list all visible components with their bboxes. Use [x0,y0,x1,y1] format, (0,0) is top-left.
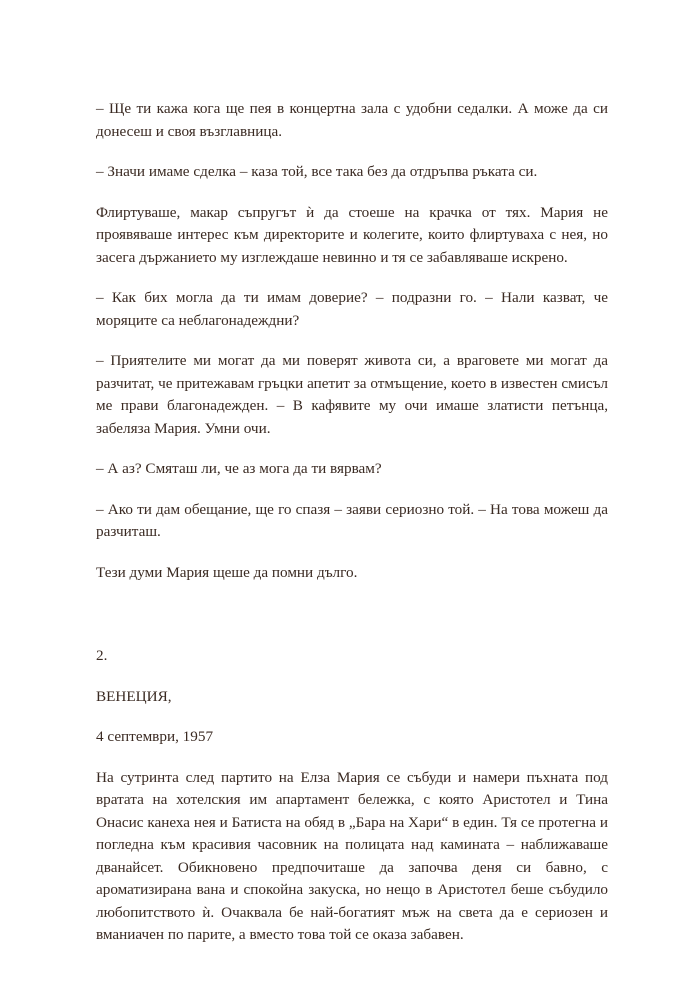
paragraph-8: Тези думи Мария щеше да помни дълго. [96,563,358,581]
paragraph-6: – А аз? Смяташ ли, че аз мога да ти вярвам? [96,460,382,477]
paragraph-2: – Значи имаме сделка – каза той, все така без да отдръпва ръката си. [96,163,538,180]
document-page [96,98,608,965]
paragraph-4: – Как бих могла да ти имам доверие? – подразни го. – Нали казват, че моряците са неблагонадеждни? [96,289,608,329]
chapter-number: 2. [96,647,108,664]
paragraph-1: – Ще ти кажа кога ще пея в концертна зала с удобни седалки. А може да си донесеш и своя възглавница. [96,100,608,140]
paragraph-7: – Ако ти дам обещание, ще го спазя – заяви сериозно той. – На това можеш да разчиташ. [96,500,608,540]
paragraph-chapter-2: На сутринта след партито на Елза Мария се събуди и намери пъхната под вратата на хотелския им апартамент бележка, с която Аристотел и Тина Онасис канеха нея и Батиста на обяд в „Бара на Хари“ в един. Тя се протегна и погледна към красивия часовник на полицата над камината – наближаваше дванайсет. Обикновено предпочиташе да започва деня си бавно, с ароматизирана вана и спокойна закуска, но нещо в Аристотел беше събудило любопитството ѝ. Очаквала бе най-богатият мъж на света да е сериозен и вманиачен по парите, а вместо това той се оказа забавен. [96,768,608,943]
chapter-city: ВЕНЕЦИЯ, [96,687,172,705]
chapter-date: 4 септември, 1957 [96,728,214,745]
paragraph-3: Флиртуваше, макар съпругът ѝ да стоеше на крачка от тях. Мария не проявяваше интерес към директорите и колегите, които флиртуваха с нея, но засега държанието му изглеждаше невинно и тя се забавляваше искрено. [96,203,608,266]
paragraph-5: – Приятелите ми могат да ми поверят живота си, а враговете ми могат да разчитат, че притежавам гръцки апетит за отмъщение, което в известен смисъл ме прави благонадежден. – В кафявите му очи имаше златисти петънца, забеляза Мария. Умни очи. [96,352,608,437]
